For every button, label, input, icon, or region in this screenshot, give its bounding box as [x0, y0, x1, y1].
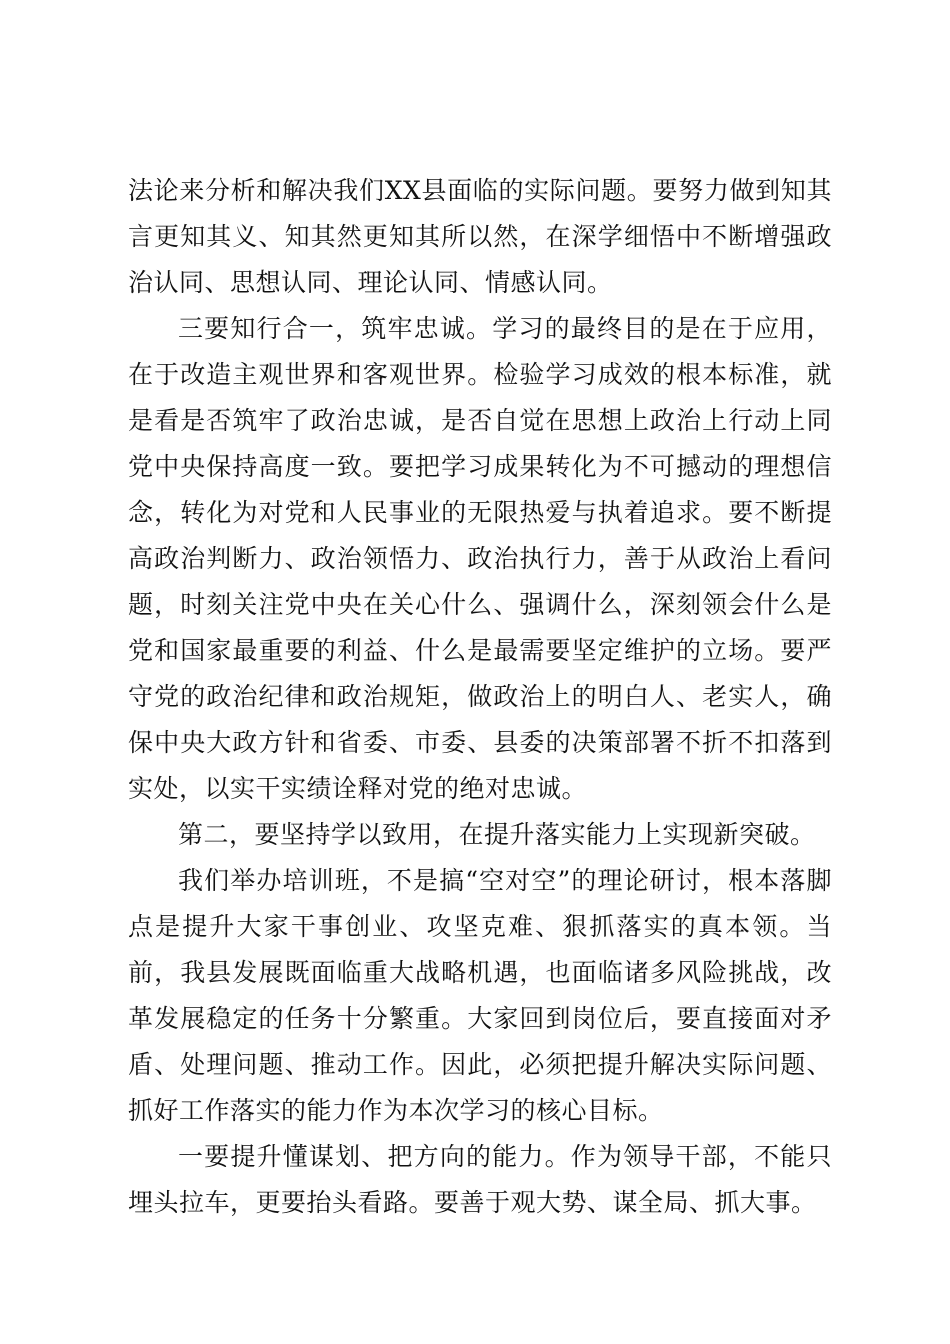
- paragraph-3-heading: 第二，要坚持学以致用，在提升落实能力上实现新突破。: [178, 820, 816, 849]
- document-body: [128, 168, 832, 1226]
- paragraph-4: 我们举办培训班，不是搞“空对空”的理论研讨，根本落脚点是提升大家干事创业、攻坚克难、狠抓落实的真本领。当前，我县发展既面临重大战略机遇，也面临诸多风险挑战，改革发展稳定的任务十分繁重。大家回到岗位后，要直接面对矛盾、处理问题、推动工作。因此，必须把提升解决实际问题、抓好工作落实的能力作为本次学习的核心目标。: [128, 866, 832, 1125]
- paragraph-2: 三要知行合一，筑牢忠诚。学习的最终目的是在于应用，在于改造主观世界和客观世界。检验学习成效的根本标准，就是看是否筑牢了政治忠诚，是否自觉在思想上政治上行动上同党中央保持高度一致。要把学习成果转化为不可撼动的理想信念，转化为对党和人民事业的无限热爱与执着追求。要不断提高政治判断力、政治领悟力、政治执行力，善于从政治上看问题，时刻关注党中央在关心什么、强调什么，深刻领会什么是党和国家最重要的利益、什么是最需要坚定维护的立场。要严守党的政治纪律和政治规矩，做政治上的明白人、老实人，确保中央大政方针和省委、市委、县委的决策部署不折不扣落到实处，以实干实绩诠释对党的绝对忠诚。: [128, 314, 832, 803]
- paragraph-1: 法论来分析和解决我们XX县面临的实际问题。要努力做到知其言更知其义、知其然更知其所以然，在深学细悟中不断增强政治认同、思想认同、理论认同、情感认同。: [128, 176, 832, 297]
- paragraph-5: 一要提升懂谋划、把方向的能力。作为领导干部，不能只埋头拉车，更要抬头看路。要善于观大势、谋全局、抓大事。: [128, 1142, 832, 1217]
